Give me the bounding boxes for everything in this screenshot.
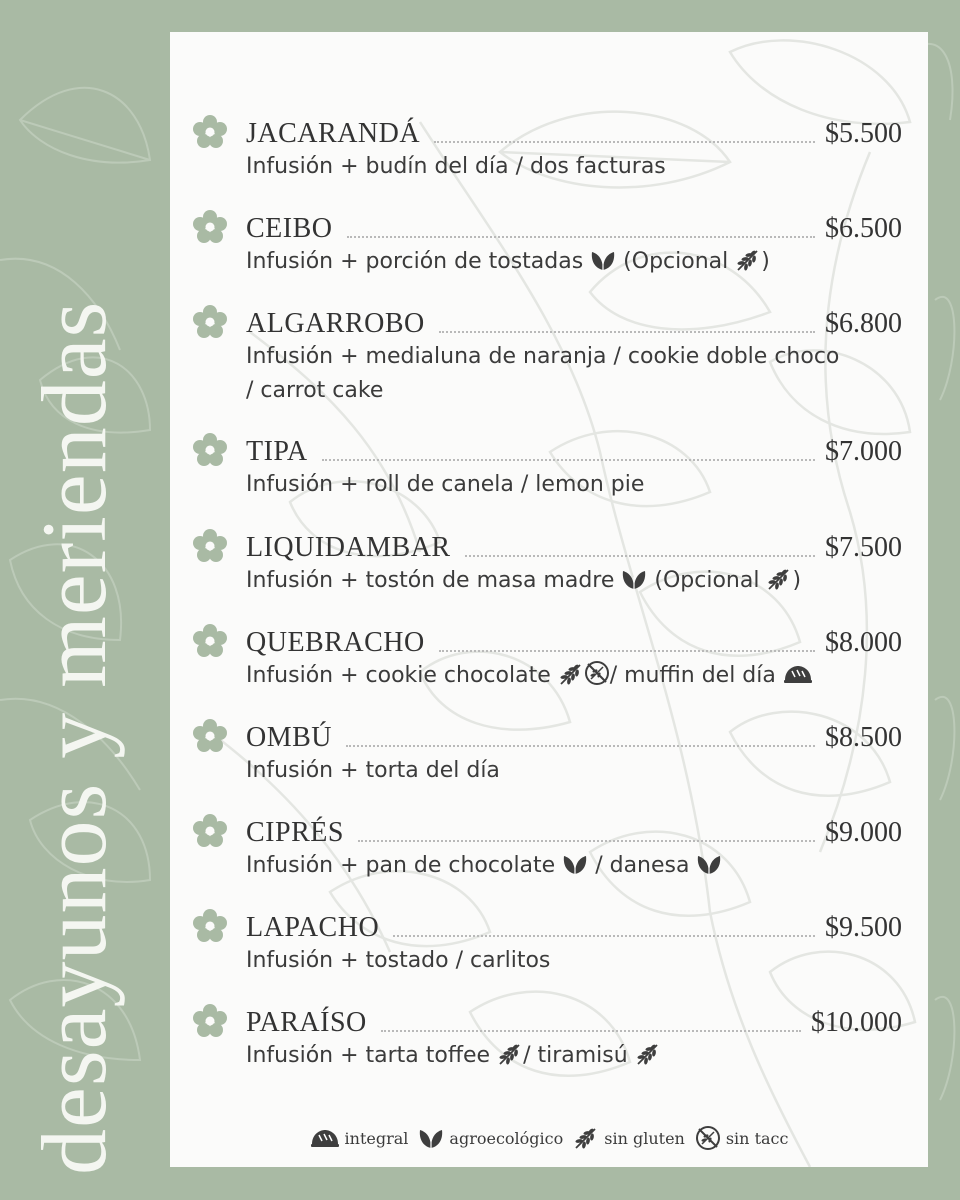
sprout-icon xyxy=(696,852,722,876)
description-text: Infusión + budín del día / dos facturas xyxy=(246,154,666,179)
description-text: Infusión + torta del día xyxy=(246,758,500,783)
no-gluten-icon xyxy=(584,660,610,686)
legend-integral xyxy=(310,1126,409,1150)
wheat-icon xyxy=(497,1042,523,1066)
description-text: / muffin del día xyxy=(609,663,783,688)
menu-item-description xyxy=(246,659,846,693)
no-gluten-icon xyxy=(695,1125,721,1151)
sprout-icon xyxy=(621,567,647,591)
dot-leader xyxy=(346,745,815,747)
description-text: Infusión + tostón de masa madre xyxy=(246,568,622,593)
description-text: Infusión + pan de chocolate xyxy=(246,853,563,878)
legend-integral-label: integral xyxy=(344,1128,409,1148)
menu-item-name: LAPACHO xyxy=(246,912,380,943)
dot-leader xyxy=(465,555,815,557)
section-title: desayunos y meriendas xyxy=(23,300,125,1175)
menu-item-description xyxy=(246,754,846,788)
menu-item-header xyxy=(246,623,902,657)
legend-agroecologico xyxy=(418,1126,563,1150)
menu-item-name: OMBÚ xyxy=(246,722,333,753)
menu-item-header xyxy=(246,432,902,466)
flower-icon xyxy=(192,718,228,754)
card-leaf-pattern xyxy=(170,32,928,1167)
description-text: ) xyxy=(792,568,802,593)
menu-item-name: QUEBRACHO xyxy=(246,627,425,658)
description-text: / danesa xyxy=(588,853,697,878)
menu-item-description xyxy=(246,944,846,978)
description-text: Infusión + medialuna de naranja / cookie doble choco / carrot cake xyxy=(246,344,840,403)
dot-leader xyxy=(347,236,816,238)
legend-sin-tacc-label: sin tacc xyxy=(725,1128,789,1148)
legend xyxy=(170,1125,928,1151)
menu-item-description xyxy=(246,1039,846,1073)
dot-leader xyxy=(322,459,815,461)
wheat-icon xyxy=(735,248,761,272)
menu-item-name: LIQUIDAMBAR xyxy=(246,532,451,563)
description-text: Infusión + tostado / carlitos xyxy=(246,948,551,973)
menu-item-price: $10.000 xyxy=(811,1007,902,1038)
sprout-icon xyxy=(562,852,588,876)
legend-sin-gluten xyxy=(573,1126,685,1150)
menu-item-price: $7.500 xyxy=(825,532,902,563)
menu-item-header xyxy=(246,209,902,243)
menu-item-price: $6.800 xyxy=(825,308,902,339)
menu-item-header xyxy=(246,304,902,338)
flower-icon xyxy=(192,114,228,150)
flower-icon xyxy=(192,623,228,659)
menu-item-header xyxy=(246,908,902,942)
description-text: Infusión + cookie chocolate xyxy=(246,663,558,688)
menu-item-price: $8.000 xyxy=(825,627,902,658)
wheat-icon xyxy=(766,567,792,591)
wheat-icon xyxy=(573,1126,599,1150)
dot-leader xyxy=(439,331,815,333)
dot-leader xyxy=(358,840,815,842)
legend-agroecologico-label: agroecológico xyxy=(449,1128,564,1148)
dot-leader xyxy=(381,1030,801,1032)
menu-item-description xyxy=(246,340,846,408)
menu-item-description xyxy=(246,468,846,502)
flower-icon xyxy=(192,528,228,564)
menu-item-name: CIPRÉS xyxy=(246,817,344,848)
flower-icon xyxy=(192,304,228,340)
wheat-icon xyxy=(558,662,584,686)
menu-card xyxy=(170,32,928,1167)
menu-item-header xyxy=(246,1003,902,1037)
description-text: Infusión + roll de canela / lemon pie xyxy=(246,472,645,497)
menu-item-header xyxy=(246,528,902,562)
description-text: Infusión + porción de tostadas xyxy=(246,249,591,274)
sprout-icon xyxy=(418,1126,444,1150)
description-text: (Opcional xyxy=(647,568,767,593)
menu-item-price: $6.500 xyxy=(825,213,902,244)
legend-sin-gluten-label: sin gluten xyxy=(604,1128,685,1148)
sprout-icon xyxy=(590,248,616,272)
bread-icon xyxy=(310,1126,340,1150)
menu-item-description xyxy=(246,849,846,883)
menu-item-name: ALGARROBO xyxy=(246,308,425,339)
menu-item-header xyxy=(246,813,902,847)
legend-sin-tacc xyxy=(695,1125,789,1151)
menu-item-description xyxy=(246,564,846,598)
wheat-icon xyxy=(635,1042,661,1066)
flower-icon xyxy=(192,432,228,468)
menu-item-name: TIPA xyxy=(246,436,308,467)
menu-item-description xyxy=(246,245,846,279)
flower-icon xyxy=(192,908,228,944)
description-text: (Opcional xyxy=(616,249,736,274)
menu-item-price: $5.500 xyxy=(825,118,902,149)
menu-item-header xyxy=(246,114,902,148)
menu-item-name: JACARANDÁ xyxy=(246,118,421,149)
menu-item-price: $7.000 xyxy=(825,436,902,467)
menu-item-price: $9.500 xyxy=(825,912,902,943)
dot-leader xyxy=(439,650,815,652)
menu-item-header xyxy=(246,718,902,752)
description-text: / tiramisú xyxy=(523,1043,635,1068)
menu-item-name: CEIBO xyxy=(246,213,333,244)
bread-icon xyxy=(783,662,813,686)
flower-icon xyxy=(192,813,228,849)
dot-leader xyxy=(393,935,815,937)
description-text: Infusión + tarta toffee xyxy=(246,1043,498,1068)
description-text: ) xyxy=(761,249,770,274)
menu-item-description xyxy=(246,150,846,184)
flower-icon xyxy=(192,209,228,245)
flower-icon xyxy=(192,1003,228,1039)
dot-leader xyxy=(434,141,815,143)
menu-item-price: $9.000 xyxy=(825,817,902,848)
menu-item-name: PARAÍSO xyxy=(246,1007,367,1038)
menu-item-price: $8.500 xyxy=(825,722,902,753)
